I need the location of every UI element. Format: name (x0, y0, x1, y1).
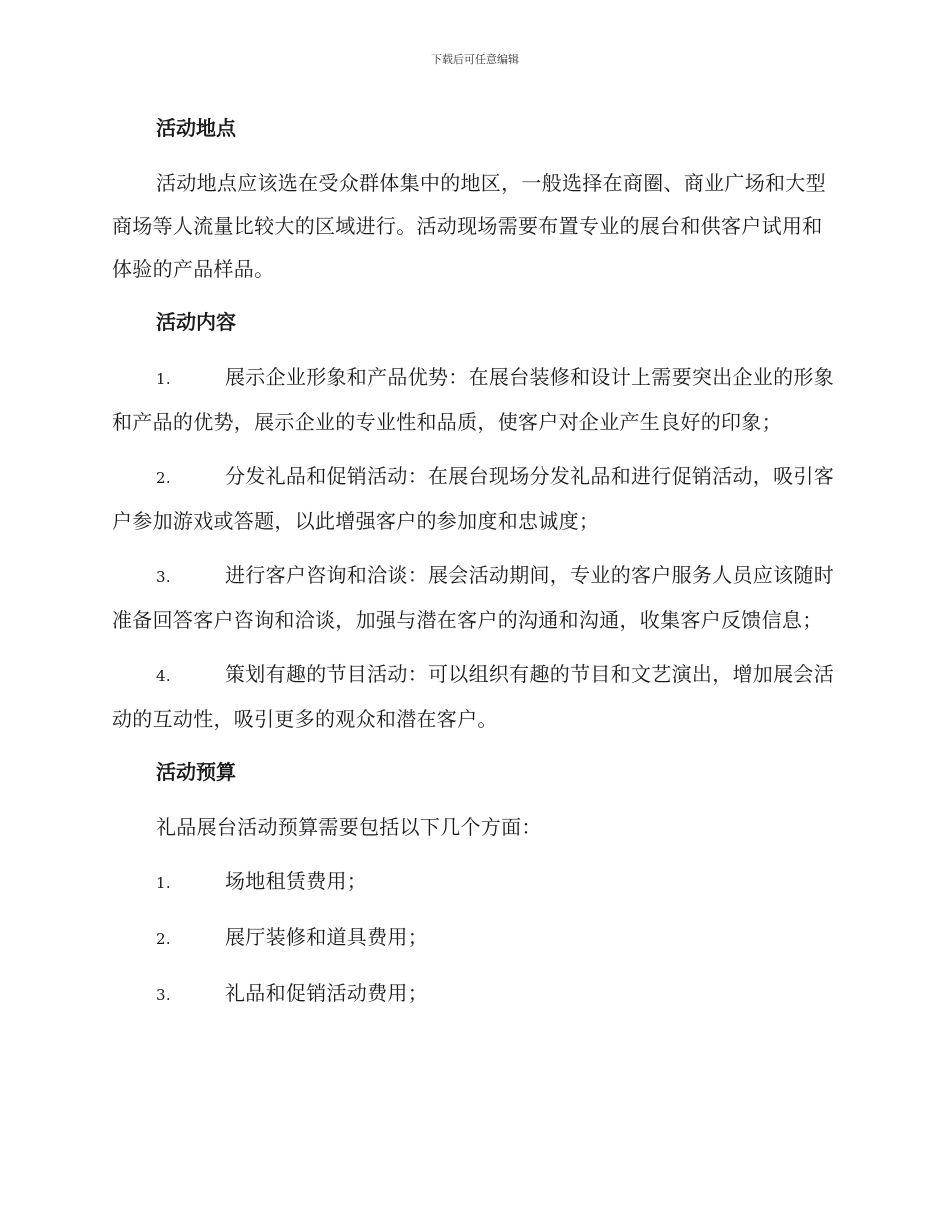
content-list-item (112, 554, 837, 642)
list-number: 1. (156, 370, 171, 388)
list-number: 4. (156, 667, 171, 685)
list-number: 3. (156, 986, 171, 1004)
budget-list-item (112, 972, 837, 1017)
list-item-text: 进行客户咨询和洽谈：展会活动期间，专业的客户服务人员应该随时准备回答客户咨询和洽谈，加强与潜在客户的沟通和沟通，收集客户反馈信息； (112, 563, 834, 632)
section-heading-budget: 活动预算 (156, 760, 236, 784)
budget-intro-paragraph: 礼品展台活动预算需要包括以下几个方面： (156, 815, 542, 839)
list-number: 2. (156, 930, 171, 948)
list-item-text: 礼品和促销活动费用； (225, 981, 428, 1005)
list-number: 1. (156, 874, 171, 892)
budget-list-item (112, 916, 837, 961)
content-list-item (112, 455, 837, 543)
list-item-text: 分发礼品和促销活动：在展台现场分发礼品和进行促销活动，吸引客户参加游戏或答题，以此增强客户的参加度和忠诚度； (112, 464, 834, 533)
content-list-item (112, 653, 837, 741)
list-item-text: 场地租赁费用； (225, 869, 368, 893)
list-number: 2. (156, 469, 171, 487)
section-heading-content: 活动内容 (156, 310, 236, 334)
content-list-item (112, 356, 837, 444)
list-item-text: 展示企业形象和产品优势：在展台装修和设计上需要突出企业的形象和产品的优势，展示企业的专业性和品质，使客户对企业产生良好的印象； (112, 365, 834, 434)
list-item-text: 展厅装修和道具费用； (225, 925, 428, 949)
document-body (112, 108, 837, 1028)
budget-list-item (112, 860, 837, 905)
location-paragraph: 活动地点应该选在受众群体集中的地区，一般选择在商圈、商业广场和大型商场等人流量比较大的区域进行。活动现场需要布置专业的展台和供客户试用和体验的产品样品。 (112, 171, 826, 281)
section-heading-location: 活动地点 (156, 116, 236, 140)
page-header: 下载后可任意编辑 (431, 53, 519, 66)
list-number: 3. (156, 568, 171, 586)
list-item-text: 策划有趣的节目活动：可以组织有趣的节目和文艺演出，增加展会活动的互动性，吸引更多的观众和潜在客户。 (112, 662, 834, 731)
